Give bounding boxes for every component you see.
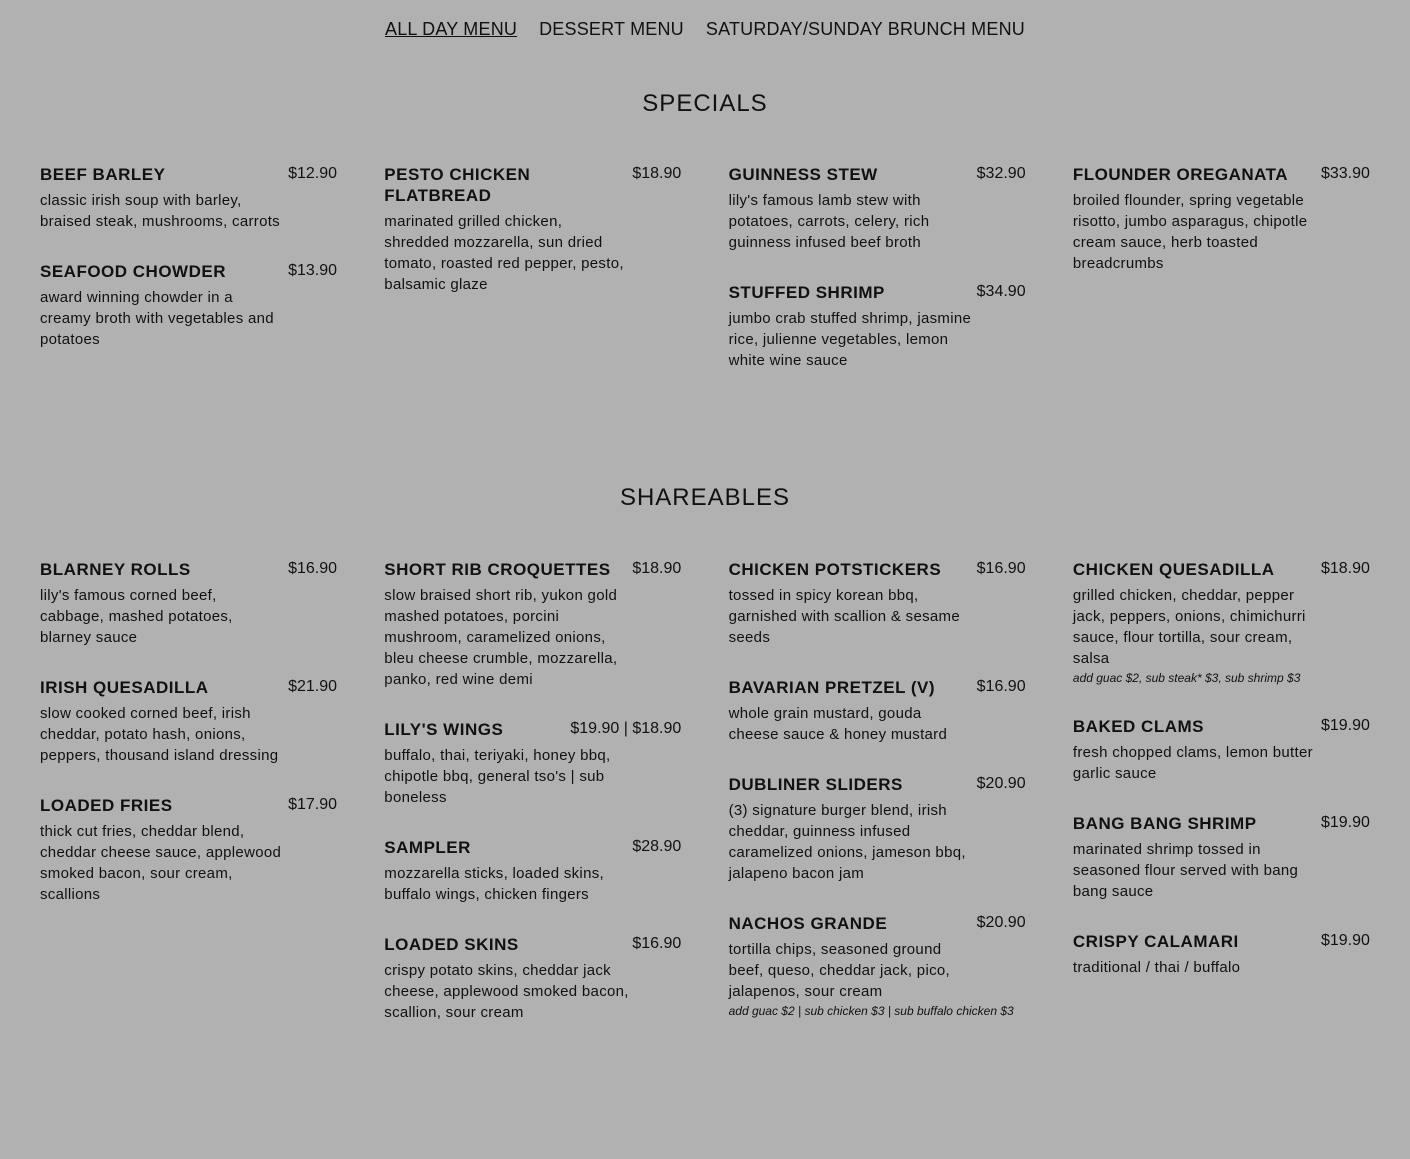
menu-item bbox=[40, 795, 337, 905]
menu-item-price: $13.90 bbox=[288, 262, 337, 279]
menu-item-name: BANG BANG SHRIMP bbox=[1072, 814, 1257, 833]
menu-item-description: marinated shrimp tossed in seasoned flour served with bang bang sauce bbox=[1072, 841, 1299, 900]
shareables-grid bbox=[40, 559, 1370, 1052]
menu-item-header bbox=[40, 261, 337, 282]
menu-column bbox=[729, 559, 1026, 1052]
menu-item-name: SHORT RIB CROQUETTES bbox=[384, 560, 611, 579]
menu-column bbox=[384, 164, 681, 400]
menu-column bbox=[40, 164, 337, 400]
menu-item-description: tortilla chips, seasoned ground beef, queso, cheddar jack, pico, jalapenos, sour cream bbox=[728, 941, 950, 1000]
menu-item-description: whole grain mustard, gouda cheese sauce & honey mustard bbox=[728, 705, 948, 743]
menu-item-header bbox=[1073, 559, 1370, 580]
menu-item-description: classic irish soup with barley, braised steak, mushrooms, carrots bbox=[40, 192, 280, 230]
menu-item-price: $33.90 bbox=[1320, 165, 1370, 182]
menu-item-header bbox=[384, 559, 681, 580]
menu-item-header bbox=[729, 559, 1026, 580]
menu-item-description: award winning chowder in a creamy broth with vegetables and potatoes bbox=[40, 289, 274, 348]
menu-item bbox=[729, 913, 1026, 1020]
menu-item bbox=[40, 677, 337, 766]
menu-item-name: BLARNEY ROLLS bbox=[40, 560, 191, 579]
menu-item-name: BAKED CLAMS bbox=[1072, 717, 1204, 736]
menu-item-header bbox=[384, 719, 681, 740]
menu-item-name: FLOUNDER OREGANATA bbox=[1072, 165, 1289, 184]
menu-item-description: slow braised short rib, yukon gold mashed potatoes, porcini mushroom, caramelized onions, bleu cheese crumble, mozzarella, panko, red wine demi bbox=[384, 587, 618, 688]
menu-item-note: add guac $2, sub steak* $3, sub shrimp $3 bbox=[1072, 671, 1301, 685]
menu-item-price: $18.90 bbox=[632, 165, 682, 182]
menu-item-price: $16.90 bbox=[976, 560, 1026, 577]
menu-item-header bbox=[40, 164, 337, 185]
menu-item-name: NACHOS GRANDE bbox=[728, 914, 888, 933]
menu-item-header bbox=[729, 282, 1026, 303]
menu-item-name: IRISH QUESADILLA bbox=[40, 678, 209, 697]
menu-item bbox=[1073, 813, 1370, 902]
menu-item-header bbox=[384, 164, 681, 206]
menu-item-description: marinated grilled chicken, shredded mozzarella, sun dried tomato, roasted red pepper, pesto, balsamic glaze bbox=[384, 213, 624, 293]
menu-item-price: $18.90 bbox=[1320, 560, 1370, 577]
menu-item-description: traditional / thai / buffalo bbox=[1072, 959, 1241, 976]
menu-item-header bbox=[1073, 164, 1370, 185]
menu-item bbox=[1073, 931, 1370, 978]
menu-item bbox=[1073, 716, 1370, 784]
menu-item-price: $32.90 bbox=[976, 165, 1026, 182]
menu-column bbox=[40, 559, 337, 1052]
menu-item bbox=[729, 559, 1026, 648]
tab-all-day-menu[interactable]: ALL DAY MENU bbox=[385, 19, 518, 39]
menu-item-header bbox=[40, 795, 337, 816]
specials-grid bbox=[40, 164, 1370, 400]
menu-item bbox=[40, 261, 337, 350]
menu-item-name: LILY'S WINGS bbox=[384, 720, 504, 739]
menu-item bbox=[40, 559, 337, 648]
menu-item-description: fresh chopped clams, lemon butter garlic sauce bbox=[1072, 744, 1313, 782]
menu-column bbox=[384, 559, 681, 1052]
menu-item bbox=[40, 164, 337, 232]
menu-item-header bbox=[729, 913, 1026, 934]
menu-item-description: lily's famous lamb stew with potatoes, carrots, celery, rich guinness infused beef broth bbox=[728, 192, 930, 251]
tab-dessert-menu[interactable]: DESSERT MENU bbox=[539, 19, 684, 39]
menu-item-price: $21.90 bbox=[288, 678, 337, 695]
menu-item-price: $20.90 bbox=[976, 914, 1026, 931]
menu-item-note: add guac $2 | sub chicken $3 | sub buffalo chicken $3 bbox=[728, 1004, 1014, 1018]
menu-item-description: buffalo, thai, teriyaki, honey bbq, chipotle bbq, general tso's | sub boneless bbox=[384, 747, 611, 806]
menu-item-name: CHICKEN QUESADILLA bbox=[1072, 560, 1275, 579]
menu-item-price: $19.90 bbox=[1320, 717, 1370, 734]
menu-item bbox=[729, 164, 1026, 253]
menu-item-header bbox=[384, 837, 681, 858]
menu-item-description: tossed in spicy korean bbq, garnished with scallion & sesame seeds bbox=[728, 587, 960, 646]
menu-item-description: lily's famous corned beef, cabbage, mashed potatoes, blarney sauce bbox=[40, 587, 233, 646]
menu-column bbox=[729, 164, 1026, 400]
menu-item bbox=[384, 559, 681, 690]
menu-item-header bbox=[729, 677, 1026, 698]
menu-item-price: $16.90 bbox=[632, 935, 682, 952]
menu-item-description: broiled flounder, spring vegetable risotto, jumbo asparagus, chipotle cream sauce, herb toasted breadcrumbs bbox=[1072, 192, 1308, 272]
menu-item-name: DUBLINER SLIDERS bbox=[728, 775, 903, 794]
menu-item-name: STUFFED SHRIMP bbox=[728, 283, 885, 302]
menu-item-description: (3) signature burger blend, irish cheddar, guinness infused caramelized onions, jameson bbq, jalapeno bacon jam bbox=[728, 802, 966, 882]
menu-item-description: mozzarella sticks, loaded skins, buffalo wings, chicken fingers bbox=[384, 865, 604, 903]
menu-item-description: slow cooked corned beef, irish cheddar, potato hash, onions, peppers, thousand island dressing bbox=[40, 705, 279, 764]
menu-item-name: BEEF BARLEY bbox=[40, 165, 166, 184]
menu-item bbox=[729, 677, 1026, 745]
menu-column bbox=[1073, 164, 1370, 400]
tab-brunch-menu[interactable]: SATURDAY/SUNDAY BRUNCH MENU bbox=[705, 19, 1025, 39]
menu-item-header bbox=[729, 164, 1026, 185]
menu-item-price: $34.90 bbox=[976, 283, 1026, 300]
menu-item-description: crispy potato skins, cheddar jack cheese, applewood smoked bacon, scallion, sour cream bbox=[384, 962, 629, 1021]
menu-item-name: PESTO CHICKEN FLATBREAD bbox=[384, 165, 531, 205]
menu-item-description: thick cut fries, cheddar blend, cheddar cheese sauce, applewood smoked bacon, sour cream, scallions bbox=[40, 823, 282, 903]
menu-item-price: $16.90 bbox=[976, 678, 1026, 695]
specials-title: SPECIALS bbox=[642, 90, 768, 117]
menu-item bbox=[729, 282, 1026, 371]
menu-item bbox=[1073, 164, 1370, 274]
menu-item-name: SAMPLER bbox=[384, 838, 471, 857]
menu-item-price: $19.90 | $18.90 bbox=[570, 720, 682, 737]
menu-item bbox=[384, 164, 681, 295]
menu-item-header bbox=[40, 677, 337, 698]
menu-item-header bbox=[40, 559, 337, 580]
menu-item-price: $12.90 bbox=[288, 165, 337, 182]
menu-item bbox=[384, 837, 681, 905]
menu-item-name: BAVARIAN PRETZEL (V) bbox=[728, 678, 936, 697]
menu-item-header bbox=[729, 774, 1026, 795]
menu-item-price: $17.90 bbox=[288, 796, 337, 813]
menu-item bbox=[384, 934, 681, 1023]
menu-item-name: SEAFOOD CHOWDER bbox=[40, 262, 226, 281]
menu-item-price: $16.90 bbox=[288, 560, 337, 577]
menu-item-name: CRISPY CALAMARI bbox=[1072, 932, 1239, 951]
shareables-title: SHAREABLES bbox=[619, 484, 791, 511]
menu-item-name: GUINNESS STEW bbox=[728, 165, 878, 184]
menu-item-name: LOADED SKINS bbox=[384, 935, 519, 954]
menu-item-price: $19.90 bbox=[1320, 814, 1370, 831]
menu-item bbox=[729, 774, 1026, 884]
menu-item-price: $19.90 bbox=[1320, 932, 1370, 949]
menu-item-price: $20.90 bbox=[976, 775, 1026, 792]
menu-item bbox=[1073, 559, 1370, 687]
menu-column bbox=[1073, 559, 1370, 1052]
menu-item-header bbox=[1073, 716, 1370, 737]
menu-item-price: $28.90 bbox=[632, 838, 682, 855]
menu-item-description: grilled chicken, cheddar, pepper jack, peppers, onions, chimichurri sauce, flour tortilla, sour cream, salsa bbox=[1072, 587, 1306, 667]
menu-item-name: CHICKEN POTSTICKERS bbox=[728, 560, 942, 579]
menu-item-header bbox=[384, 934, 681, 955]
menu-nav bbox=[0, 19, 1410, 40]
menu-item-header bbox=[1073, 813, 1370, 834]
menu-item-header bbox=[1073, 931, 1370, 952]
menu-item-name: LOADED FRIES bbox=[40, 796, 173, 815]
menu-item-price: $18.90 bbox=[632, 560, 682, 577]
menu-item bbox=[384, 719, 681, 808]
menu-item-description: jumbo crab stuffed shrimp, jasmine rice, julienne vegetables, lemon white wine sauce bbox=[728, 310, 972, 369]
